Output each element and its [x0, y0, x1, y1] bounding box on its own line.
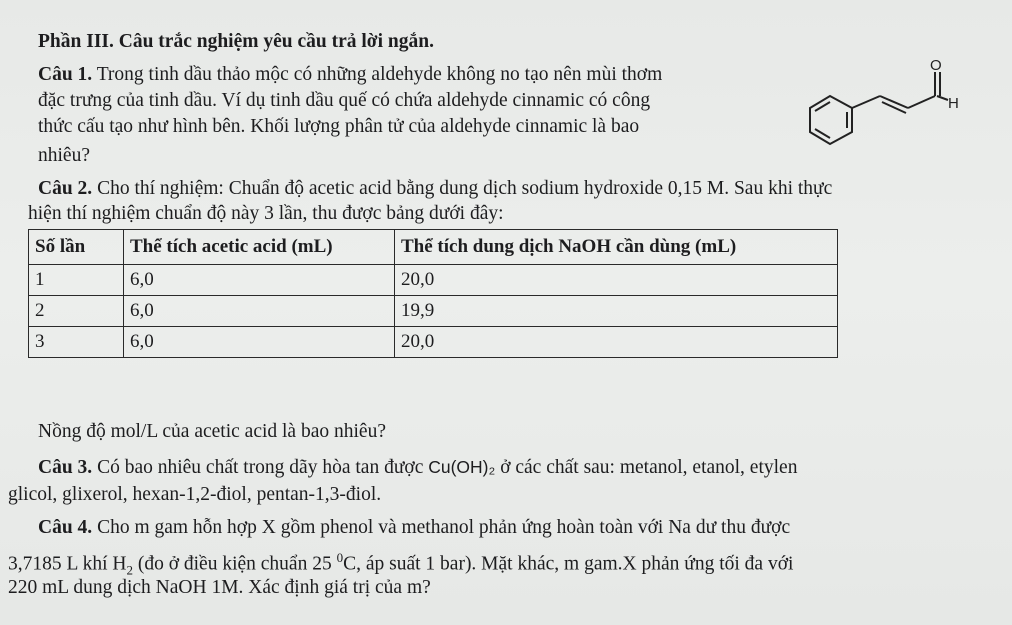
header-acid-volume: Thể tích acetic acid (mL) [124, 230, 395, 265]
header-trial: Số lần [29, 230, 124, 265]
cell-acid: 6,0 [124, 296, 395, 327]
table-row [29, 296, 838, 327]
q1-label: Câu 1. [38, 64, 93, 85]
q1-line-4: nhiêu? [38, 145, 90, 166]
table-header-row [29, 230, 838, 265]
section-title: Phần III. Câu trắc nghiệm yêu cầu trả lời ngắn. [38, 31, 434, 52]
benzene-ring [810, 96, 852, 144]
q1-line-3: thức cấu tạo như hình bên. Khối lượng phân tử của aldehyde cinnamic là bao [38, 116, 640, 137]
cell-trial: 1 [29, 265, 124, 296]
cell-trial: 3 [29, 327, 124, 358]
q3-line-2: glicol, glixerol, hexan-1,2-điol, pentan-1,3-điol. [8, 484, 382, 505]
header-naoh-volume: Thể tích dung dịch NaOH cần dùng (mL) [395, 230, 838, 265]
cell-trial: 2 [29, 296, 124, 327]
cinnamaldehyde-structure [790, 56, 980, 156]
cell-acid: 6,0 [124, 265, 395, 296]
q3-label: Câu 3. [38, 457, 93, 478]
q3-line-1: Câu 3. Có bao nhiêu chất trong dãy hòa tan được Cu(OH)₂ ở các chất sau: metanol, etanol, etylen [38, 457, 798, 478]
cuoh2-formula: Cu(OH)₂ [428, 457, 496, 477]
cell-naoh: 19,9 [395, 296, 838, 327]
q2-question: Nồng độ mol/L của acetic acid là bao nhiêu? [38, 421, 386, 442]
table-row [29, 327, 838, 358]
q4-line-1: Câu 4. Cho m gam hỗn hợp X gồm phenol và methanol phản ứng hoàn toàn với Na dư thu được [38, 517, 791, 538]
q2-line-1: Câu 2. Cho thí nghiệm: Chuẩn độ acetic acid bằng dung dịch sodium hydroxide 0,15 M. Sau khi thực [38, 178, 833, 199]
titration-table [28, 229, 838, 358]
cell-naoh: 20,0 [395, 327, 838, 358]
q4-line-2: 3,7185 L khí $H_2$ (đo ở điều kiện chuẩn 25 $^0$C, áp suất 1 bar). Mặt khác, m gam.X phản ứng tối đa với [8, 550, 794, 578]
cell-acid: 6,0 [124, 327, 395, 358]
q4-label: Câu 4. [38, 517, 93, 538]
hydrogen-label: H [948, 95, 959, 112]
q2-line-2: hiện thí nghiệm chuẩn độ này 3 lần, thu được bảng dưới đây: [28, 203, 504, 224]
q4-line-3: 220 mL dung dịch NaOH 1M. Xác định giá trị của m? [8, 577, 431, 598]
q1-line-1: Câu 1. Trong tinh dầu thảo mộc có những aldehyde không no tạo nên mùi thơm [38, 64, 663, 85]
q2-label: Câu 2. [38, 178, 93, 199]
cell-naoh: 20,0 [395, 265, 838, 296]
oxygen-label: O [930, 57, 942, 74]
table-row [29, 265, 838, 296]
q1-line-2: đặc trưng của tinh dầu. Ví dụ tinh dầu quế có chứa aldehyde cinnamic có công [38, 90, 651, 111]
